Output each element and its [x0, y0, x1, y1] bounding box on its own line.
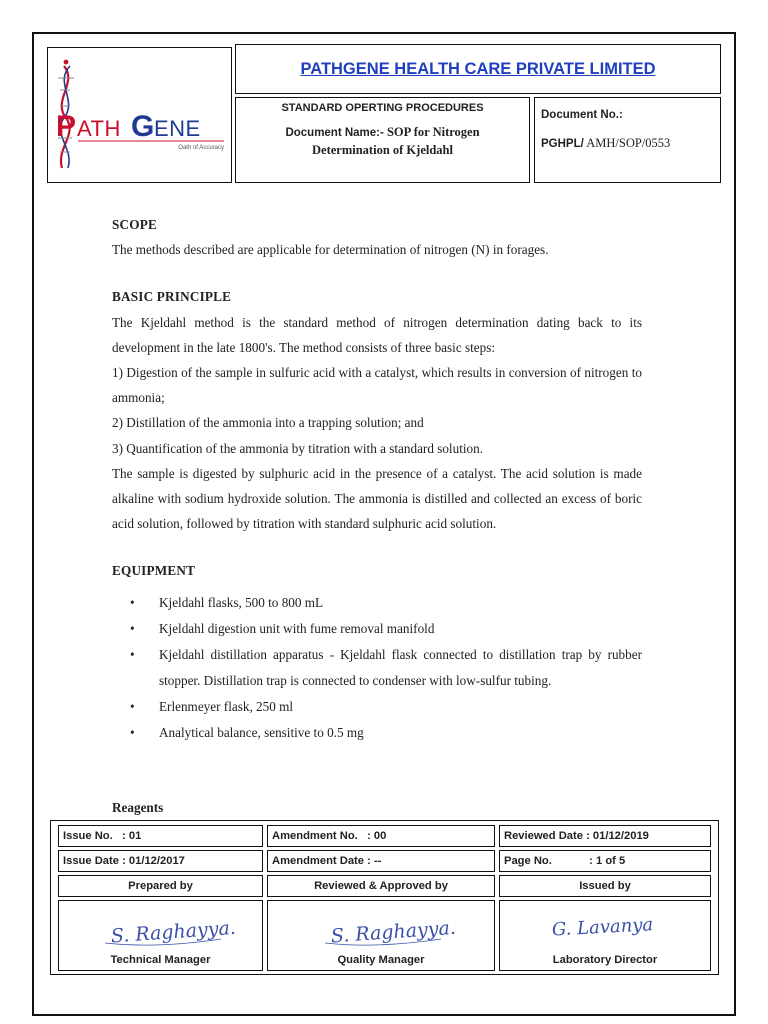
- logo-box: [47, 47, 232, 183]
- prepared-by-signature-cell: [58, 900, 263, 971]
- equipment-list: [112, 590, 642, 746]
- sop-title-box: [235, 97, 530, 183]
- principle-heading: BASIC PRINCIPLE: [112, 289, 232, 305]
- pathgene-logo: [48, 48, 231, 182]
- svg-text:S. Raghayya.: S. Raghayya.: [330, 916, 457, 948]
- document-name: [236, 124, 529, 159]
- reviewed-signature-cell: [267, 900, 495, 971]
- list-item: • Analytical balance, sensitive to 0.5 mg: [112, 720, 642, 746]
- svg-text:G. Lavanya: G. Lavanya: [551, 914, 654, 941]
- document-number-code: AMH/SOP/0553: [583, 136, 671, 150]
- equipment-heading: EQUIPMENT: [112, 563, 196, 579]
- document-number-label: Document No.:: [541, 109, 623, 121]
- list-item: • Kjeldahl flasks, 500 to 800 mL: [112, 590, 642, 616]
- list-item: • Kjeldahl digestion unit with fume removal manifold: [112, 616, 642, 642]
- company-name: PATHGENE HEALTH CARE PRIVATE LIMITED: [300, 59, 656, 78]
- issue-no: Issue No. : 01: [58, 825, 263, 847]
- sop-title: STANDARD OPERTING PROCEDURES: [281, 102, 484, 114]
- document-name-line2: Determination of Kjeldahl: [312, 143, 453, 157]
- company-box: [235, 44, 721, 94]
- svg-text:ENE: ENE: [154, 116, 201, 141]
- principle-step-3: 3) Quantification of the ammonia by titration with a standard solution.: [112, 440, 484, 456]
- issued-by-signature-cell: [499, 900, 711, 971]
- document-number-value: [541, 136, 670, 151]
- document-name-label: Document Name:-: [285, 127, 384, 139]
- signature-image: [268, 905, 494, 954]
- svg-text:ATH: ATH: [77, 116, 121, 141]
- scope-text: The methods described are applicable for determination of nitrogen (N) in forages.: [112, 242, 549, 258]
- reviewed-date: Reviewed Date : 01/12/2019: [499, 825, 711, 847]
- list-item: • Kjeldahl distillation apparatus - Kjeldahl flask connected to distillation trap by rubber stopper. Distillation trap is connected to condenser with low-sulfur tubing.: [112, 642, 642, 694]
- scope-heading: SCOPE: [112, 217, 157, 232]
- signature-quality-manager: [281, 905, 481, 949]
- principle-intro: The Kjeldahl method is the standard method of nitrogen determination dating back to its development in the late 1800's. The method consists of three basic steps:: [112, 314, 642, 355]
- document-body: [112, 212, 642, 768]
- bullet-icon: •: [130, 724, 135, 740]
- issue-date: Issue Date : 01/12/2017: [58, 850, 263, 872]
- issued-by-header: Issued by: [499, 875, 711, 897]
- scope-section: [112, 212, 642, 262]
- signature-image: [59, 905, 262, 954]
- prepared-by-header: Prepared by: [58, 875, 263, 897]
- reagents-heading: Reagents: [112, 800, 164, 815]
- document-number-prefix: PGHPL/: [541, 138, 584, 150]
- principle-step-1: 1) Digestion of the sample in sulfuric acid with a catalyst, which results in conversion of nitrogen to ammonia;: [112, 365, 642, 406]
- document-name-text: SOP for Nitrogen: [383, 125, 480, 139]
- amendment-date: Amendment Date : --: [267, 850, 495, 872]
- bullet-icon: •: [130, 620, 135, 636]
- page-number: Page No. : 1 of 5: [499, 850, 711, 872]
- role-laboratory-director: Laboratory Director: [552, 954, 658, 966]
- logo-tagline: Oath of Accuracy: [178, 145, 224, 151]
- document-number-box: [534, 97, 721, 183]
- principle-section: [112, 284, 642, 536]
- reviewed-approved-by-header: Reviewed & Approved by: [267, 875, 495, 897]
- signature-technical-manager: [71, 905, 251, 949]
- signature-laboratory-director: [510, 905, 700, 949]
- role-technical-manager: Technical Manager: [110, 954, 211, 966]
- list-item: • Erlenmeyer flask, 250 ml: [112, 694, 642, 720]
- principle-detail: The sample is digested by sulphuric acid in the presence of a catalyst. The acid solution is made alkaline with sodium hydroxide solution. The ammonia is distilled and collected an excess of boric acid solution, followed by titration with standard sulphuric acid solution.: [112, 465, 642, 532]
- signature-image: [500, 905, 710, 954]
- bullet-icon: •: [130, 698, 135, 714]
- svg-text:S. Raghayya.: S. Raghayya.: [109, 916, 237, 948]
- svg-text:P: P: [56, 110, 77, 143]
- svg-text:G: G: [131, 110, 155, 143]
- principle-step-2: 2) Distillation of the ammonia into a trapping solution; and: [112, 415, 424, 431]
- bullet-icon: •: [130, 594, 135, 610]
- amendment-no: Amendment No. : 00: [267, 825, 495, 847]
- equipment-section: [112, 558, 642, 745]
- bullet-icon: •: [130, 646, 135, 662]
- role-quality-manager: Quality Manager: [337, 954, 425, 966]
